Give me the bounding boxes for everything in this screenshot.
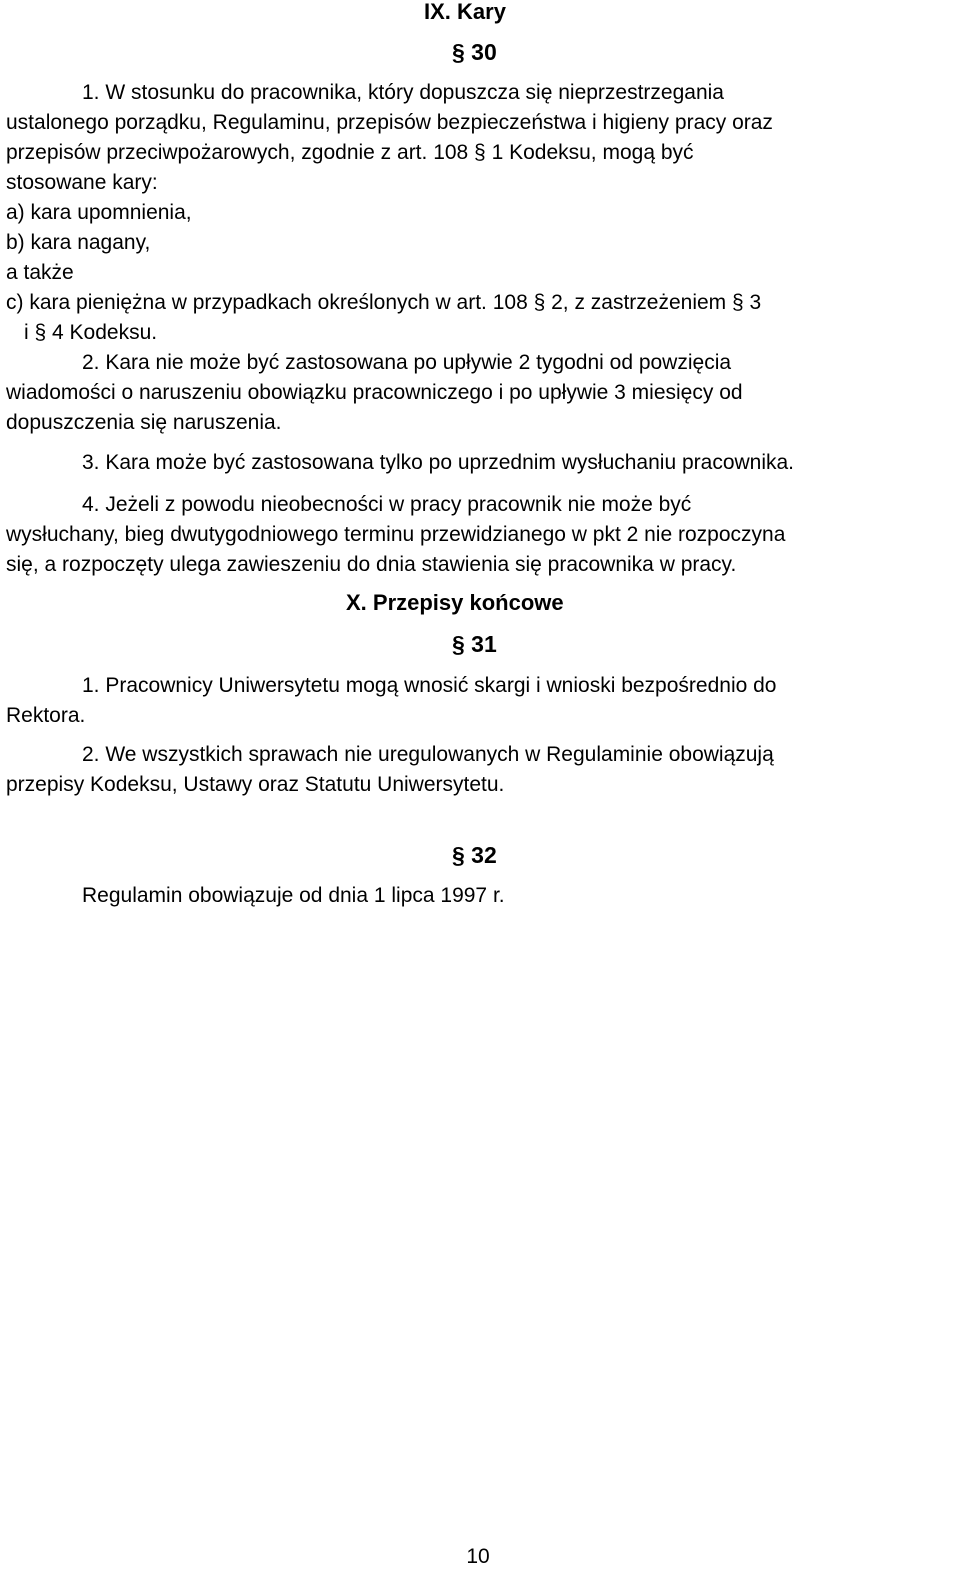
text-line: wysłuchany, bieg dwutygodniowego terminu przewidzianego w pkt 2 nie rozpoczyna: [6, 523, 786, 546]
text-line: 4. Jeżeli z powodu nieobecności w pracy pracownik nie może być: [82, 493, 692, 516]
par30-point-4: [6, 490, 950, 580]
text-line: Rektora.: [6, 704, 86, 727]
text-line: a także: [6, 261, 74, 284]
text-line: stosowane kary:: [6, 171, 158, 194]
text-line: przepisy Kodeksu, Ustawy oraz Statutu Uniwersytetu.: [6, 773, 505, 796]
text-line: 2. Kara nie może być zastosowana po upływie 2 tygodni od powzięcia: [82, 351, 732, 374]
par31-point-2: [6, 740, 950, 800]
page-number: 10: [466, 1545, 490, 1568]
text-line: 1. Pracownicy Uniwersytetu mogą wnosić skargi i wnioski bezpośrednio do: [82, 674, 777, 697]
paragraph-31-heading: § 31: [452, 631, 497, 657]
par30-point-2: [6, 348, 950, 438]
par30-point-3: [6, 448, 950, 478]
list-item-b: b) kara nagany,: [6, 231, 151, 254]
text-line: wiadomości o naruszeniu obowiązku pracowniczego i po upływie 3 miesięcy od: [6, 381, 743, 404]
text-line: ustalonego porządku, Regulaminu, przepisów bezpieczeństwa i higieny pracy oraz: [6, 111, 773, 134]
list-item-c: c) kara pieniężna w przypadkach określonych w art. 108 § 2, z zastrzeżeniem § 3: [6, 291, 762, 314]
paragraph-32-heading: § 32: [452, 842, 497, 868]
text-line: 3. Kara może być zastosowana tylko po uprzednim wysłuchaniu pracownika.: [82, 451, 795, 474]
text-line: 1. W stosunku do pracownika, który dopuszcza się nieprzestrzegania: [82, 81, 724, 104]
section-heading-ix: IX. Kary: [424, 0, 506, 24]
paragraph-30-heading: § 30: [452, 39, 497, 65]
list-item-a: a) kara upomnienia,: [6, 201, 192, 224]
list-item-c-continued: i § 4 Kodeksu.: [24, 321, 158, 344]
text-line: przepisów przeciwpożarowych, zgodnie z art. 108 § 1 Kodeksu, mogą być: [6, 141, 694, 164]
text-line: dopuszczenia się naruszenia.: [6, 411, 282, 434]
section-heading-x: X. Przepisy końcowe: [346, 590, 564, 615]
document-page: [6, 0, 950, 1581]
par32-text: [6, 881, 950, 911]
text-line: 2. We wszystkich sprawach nie uregulowanych w Regulaminie obowiązują: [82, 743, 774, 766]
text-line: się, a rozpoczęty ulega zawieszeniu do dnia stawienia się pracownika w pracy.: [6, 553, 737, 576]
par31-point-1: [6, 671, 950, 731]
par30-point-1: [6, 78, 950, 348]
text-line: Regulamin obowiązuje od dnia 1 lipca 1997 r.: [82, 884, 505, 907]
